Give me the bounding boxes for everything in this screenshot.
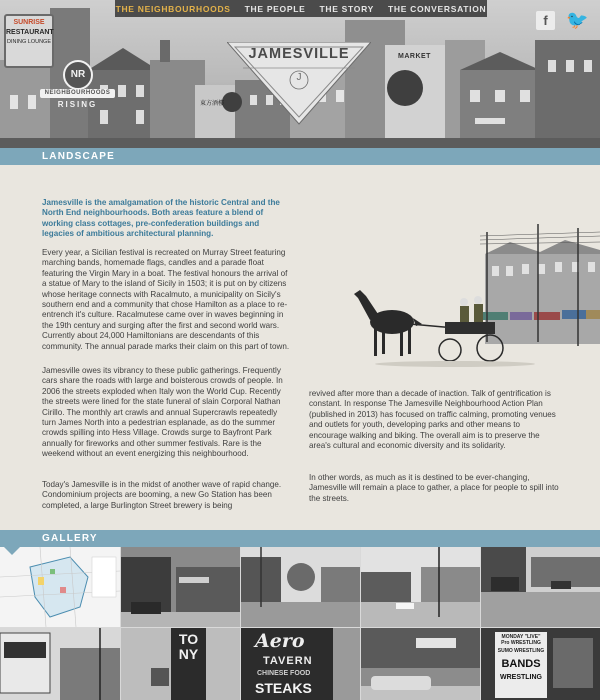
gallery-grid [0, 547, 600, 700]
landscape-paragraph-4: revived after more than a decade of inaction. Talk of gentrification is constant. In response The Jamesville Neighbourhood Action Plan (published in 2013) has focused on traffic calming, promoting venues and outlets for youth, developing parks and other means to encourage walking and biking. The overall aim is to preserve the area's cultural and economic diversity and its solidarity. [309, 389, 556, 451]
sunrise-sign-line-2: RESTAURANT [6, 29, 54, 36]
landscape-paragraph-3: Today's Jamesville is in the midst of another wave of rapid change. Condominium projects are booming, a new Go Station has been completed, a large Burlington Street brewery is being [42, 480, 282, 510]
steaks-sign-text: STEAKS [255, 680, 312, 696]
twitter-icon[interactable]: 🐦 [566, 10, 589, 30]
gallery-thumb-wrestling-poster[interactable] [481, 628, 600, 700]
market-sign: MARKET [398, 53, 431, 60]
flooded-street-photo [241, 547, 360, 627]
wrestling-poster-line-3: WRESTLING [500, 674, 542, 681]
gallery-section-bar [0, 530, 600, 547]
wrestling-storefront [553, 638, 593, 688]
main-navigation [115, 0, 487, 17]
aero-sign-text: Aero [255, 630, 305, 652]
landscape-paragraph-1: Every year, a Sicilian festival is recreated on Murray Street featuring marching bands, homemade flags, candles and a parade float featuring the Virgin Mary in a boat. The festival honours the arrival of a statue of Mary to the island of Sicily in 1503; it is put on by citizens whose heritage connects with Racalmuto, a municipality on Sicily's southern end and a community that chose Hamilton as a place to re-entrench it's culture. Racalmutese came over in waves beginning in the 19th century and surging after the first and second world wars. Currently about 24,000 Hamiltonians are descendants of this community. The annual parade marks their claim on this part of town. [42, 248, 290, 351]
chinese-food-sign-text: CHINESE FOOD [257, 670, 311, 677]
wrestling-poster-line-2: SUMO WRESTLING [497, 648, 545, 654]
horse-carriage-street-illustration [350, 224, 600, 374]
nr-tagline: RISING [57, 100, 98, 109]
landscape-section-bar [0, 148, 600, 165]
tony-sign-text: TONY [178, 631, 199, 662]
landscape-intro: Jamesville is the amalgamation of the historic Central and the North End neighbourhoods. Both areas feature a blend of working class cottages, pre-confederation buildings and legacies of ambitious architectural planning. [42, 198, 280, 239]
gallery-thumb-storefront-street[interactable] [121, 547, 240, 627]
gallery-thumb-aero-tavern[interactable] [241, 628, 360, 700]
landscape-paragraph-2: Jamesville owes its vibrancy to these public gatherings. Frequently cars share the roads with large and boisterous crowds of people. In 2006 the streets exploded when Italy won the World Cup. Recently the streets were lined for the state funeral of slain Corporal Nathan Cirillo. The monthly art crawls and annual Supercrawls repeatedly turn James North into a pedestrian esplanade, as do the summer crowds spilling into Hess Village. Crowds surge to Bayfront Park annually for fireworks and other summer festivals. Rare is the weekend without an event energizing this neighbourhood. [42, 366, 283, 459]
jamesville-logo-initial: J [296, 72, 302, 83]
traffic-street-photo [481, 547, 600, 627]
sunrise-sign-line-3: DINING LOUNGE [6, 39, 51, 45]
neighbourhoods-rising-logo[interactable] [40, 60, 115, 112]
chinese-shop-sign: 東方酒樓 [200, 101, 225, 107]
nr-monogram: NR [63, 60, 93, 90]
nav-the-neighbourhoods[interactable]: THE NEIGHBOURHOODS [115, 3, 231, 14]
chinese-vertical-sign [333, 628, 360, 700]
gallery-section-title: GALLERY [42, 533, 98, 544]
neighbourhood-map [0, 547, 120, 627]
nav-the-story[interactable]: THE STORY [319, 3, 374, 14]
nav-the-people[interactable]: THE PEOPLE [244, 3, 306, 14]
gallery-thumb-intersection[interactable] [361, 547, 480, 627]
tavern-sign-text: TAVERN [263, 655, 313, 667]
nr-ribbon-text: NEIGHBOURHOODS [40, 89, 115, 98]
storefront-street-photo [121, 547, 240, 627]
gallery-thumb-tony-sign[interactable] [121, 628, 240, 700]
gallery-thumb-traffic-street[interactable] [481, 547, 600, 627]
facebook-icon[interactable]: f [536, 11, 555, 30]
wrestling-poster-line-1: MONDAY "LIVE" Pro WRESTLING [501, 634, 541, 646]
sunrise-sign-line-1: SUNRISE [13, 19, 45, 26]
landscape-section-title: LANDSCAPE [42, 151, 116, 162]
gallery-thumb-flooded-street[interactable] [241, 547, 360, 627]
intersection-photo [361, 547, 480, 627]
map-corner-tag-icon [4, 547, 20, 555]
landscape-paragraph-5: In other words, as much as it is destined to be ever-changing, Jamesville will remain a place to gather, a place for people to spill into the streets. [309, 473, 559, 503]
hero-banner [0, 0, 600, 148]
storefront-car-photo [361, 628, 480, 700]
jamesville-logo-title: JAMESVILLE [248, 46, 350, 62]
gallery-thumb-map[interactable] [0, 547, 120, 627]
nav-the-conversation[interactable]: THE CONVERSATION [387, 3, 487, 14]
bus-photo [0, 628, 120, 700]
gallery-thumb-bus[interactable] [0, 628, 120, 700]
wrestling-poster-bands: BANDS [501, 658, 541, 670]
gallery-thumb-storefront-car[interactable] [361, 628, 480, 700]
